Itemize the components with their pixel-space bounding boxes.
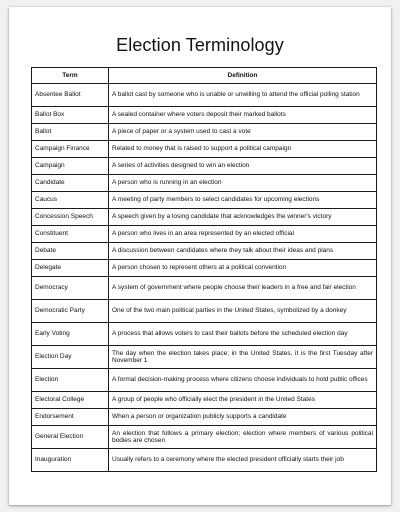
page-title: Election Terminology <box>116 35 284 55</box>
term-cell: Concession Speech <box>32 209 109 226</box>
term-cell: Campaign <box>32 158 109 175</box>
definition-cell: A formal decision-making process where citizens choose individuals to hold public offices <box>109 369 377 392</box>
table-row <box>32 426 377 449</box>
term-cell: Candidate <box>32 175 109 192</box>
term-cell: Debate <box>32 243 109 260</box>
definition-cell: A ballot cast by someone who is unable or unwilling to attend the official polling station <box>109 84 377 107</box>
term-cell: Election Day <box>32 346 109 369</box>
table-row <box>32 392 377 409</box>
definition-cell: A meeting of party members to select candidates for upcoming elections <box>109 192 377 209</box>
table-row <box>32 124 377 141</box>
table-row <box>32 369 377 392</box>
table-row <box>32 175 377 192</box>
table-header-row <box>32 68 377 84</box>
term-column-header: Term <box>32 68 109 84</box>
term-cell: Caucus <box>32 192 109 209</box>
term-cell: Democracy <box>32 277 109 300</box>
table-row <box>32 158 377 175</box>
table-row <box>32 409 377 426</box>
table-row <box>32 449 377 472</box>
term-cell: General Election <box>32 426 109 449</box>
document-page <box>9 7 391 505</box>
definition-cell: A series of activities designed to win an election <box>109 158 377 175</box>
table-row <box>32 346 377 369</box>
definition-cell: A person who lives in an area represented by an elected official <box>109 226 377 243</box>
table-row <box>32 192 377 209</box>
term-cell: Constituent <box>32 226 109 243</box>
table-row <box>32 141 377 158</box>
table-row <box>32 107 377 124</box>
table-row <box>32 300 377 323</box>
definition-cell: A person who is running in an election <box>109 175 377 192</box>
definition-cell: A piece of paper or a system used to cast a vote <box>109 124 377 141</box>
definition-cell: The day when the election takes place; in the United States, it is the first Tuesday after November 1 <box>109 346 377 369</box>
definition-cell: A system of government where people choose their leaders in a free and fair election <box>109 277 377 300</box>
definition-cell: A group of people who officially elect the president in the United States <box>109 392 377 409</box>
table-row <box>32 277 377 300</box>
term-cell: Absentee Ballot <box>32 84 109 107</box>
definition-cell: A speech given by a losing candidate that acknowledges the winner's victory <box>109 209 377 226</box>
definition-cell: One of the two main political parties in the United States, symbolized by a donkey <box>109 300 377 323</box>
table-row <box>32 226 377 243</box>
table-row <box>32 84 377 107</box>
definition-cell: Related to money that is raised to support a political campaign <box>109 141 377 158</box>
term-cell: Democratic Party <box>32 300 109 323</box>
table-row <box>32 323 377 346</box>
definition-cell: When a person or organization publicly supports a candidate <box>109 409 377 426</box>
term-cell: Ballot Box <box>32 107 109 124</box>
term-cell: Ballot <box>32 124 109 141</box>
definition-column-header: Definition <box>109 68 377 84</box>
term-cell: Inauguration <box>32 449 109 472</box>
definition-cell: Usually refers to a ceremony where the elected president officially starts their job <box>109 449 377 472</box>
table-row <box>32 243 377 260</box>
table-row <box>32 209 377 226</box>
term-cell: Endorsement <box>32 409 109 426</box>
term-cell: Delegate <box>32 260 109 277</box>
definition-cell: An election that follows a primary election; election where members of various political bodies are chosen <box>109 426 377 449</box>
terminology-table <box>31 67 377 472</box>
term-cell: Campaign Finance <box>32 141 109 158</box>
definition-cell: A discussion between candidates where they talk about their ideas and plans <box>109 243 377 260</box>
definition-cell: A person chosen to represent others at a political convention <box>109 260 377 277</box>
term-cell: Election <box>32 369 109 392</box>
table-row <box>32 260 377 277</box>
term-cell: Early Voting <box>32 323 109 346</box>
definition-cell: A process that allows voters to cast their ballots before the scheduled election day <box>109 323 377 346</box>
term-cell: Electoral College <box>32 392 109 409</box>
definition-cell: A sealed container where voters deposit their marked ballots <box>109 107 377 124</box>
